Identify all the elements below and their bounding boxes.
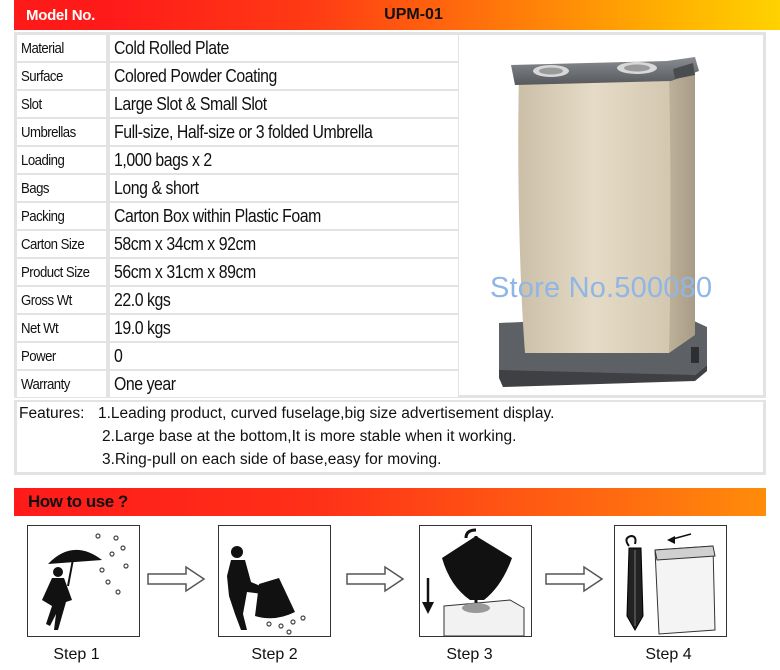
spec-label: Warranty [21,375,70,393]
arrow-right-icon [146,565,206,593]
spec-value: 0 [114,345,123,366]
spec-row-surface [14,63,458,89]
spec-row-packing [14,203,458,229]
how-to-use-title: How to use ? [28,492,128,511]
step-2-label: Step 2 [251,646,298,663]
model-no-label: Model No. [14,0,107,30]
spec-value: 1,000 bags x 2 [114,149,212,170]
spec-row-product-size [14,259,458,285]
spec-value: Carton Box within Plastic Foam [114,205,321,226]
umbrella-bag-dispenser-illustration [459,35,763,395]
spec-value: 58cm x 34cm x 92cm [114,233,256,254]
spec-label: Product Size [21,263,90,281]
spec-row-warranty [14,371,458,397]
spec-value: Long & short [114,177,199,198]
spec-row-loading [14,147,458,173]
shake-umbrella-icon [219,526,330,636]
insert-umbrella-icon [420,526,531,636]
step-1-illustration [27,525,140,637]
spec-row-net-wt [14,315,458,341]
spec-value: One year [114,373,176,394]
remove-bagged-umbrella-icon [615,526,726,636]
spec-label: Umbrellas [21,123,76,141]
spec-row-carton-size [14,231,458,257]
feature-item: 3.Ring-pull on each side of base,easy for moving. [102,451,442,468]
spec-label: Net Wt [21,319,59,337]
spec-label: Bags [21,179,49,197]
spec-label: Gross Wt [21,291,72,309]
spec-value: 19.0 kgs [114,317,171,338]
model-no-value: UPM-01 [107,0,780,30]
spec-label: Power [21,347,56,365]
spec-value: 56cm x 31cm x 89cm [114,261,256,282]
spec-row-umbrellas [14,119,458,145]
spec-value: Full-size, Half-size or 3 folded Umbrella [114,121,373,142]
feature-item: 2.Large base at the bottom,It is more stable when it working. [102,428,517,445]
spec-row-power [14,343,458,369]
step-4-illustration [614,525,727,637]
arrow-right-icon [544,565,604,593]
step-3-label: Step 3 [446,646,493,663]
spec-label: Packing [21,207,65,225]
rain-umbrella-icon [28,526,139,636]
feature-item: 1.Leading product, curved fuselage,big size advertisement display. [98,405,555,422]
spec-row-gross-wt [14,287,458,313]
spec-row-bags [14,175,458,201]
arrow-right-icon [345,565,405,593]
features-section [14,400,766,475]
spec-row-slot [14,91,458,117]
spec-label: Carton Size [21,235,85,253]
step-4-label: Step 4 [645,646,692,663]
step-1-label: Step 1 [53,646,100,663]
how-to-use-header [14,488,766,516]
step-2-illustration [218,525,331,637]
spec-table [14,32,766,398]
store-watermark: Store No.500080 [490,272,713,304]
spec-label: Surface [21,67,63,85]
step-3-illustration [419,525,532,637]
spec-value: Large Slot & Small Slot [114,93,267,114]
spec-header [14,0,780,30]
spec-value: Cold Rolled Plate [114,37,229,58]
spec-label: Loading [21,151,65,169]
spec-label: Material [21,39,64,57]
product-image [459,35,763,395]
spec-value: 22.0 kgs [114,289,171,310]
spec-row-material [14,35,458,61]
features-prefix: Features: [19,405,85,422]
spec-value: Colored Powder Coating [114,65,277,86]
spec-label: Slot [21,95,42,113]
